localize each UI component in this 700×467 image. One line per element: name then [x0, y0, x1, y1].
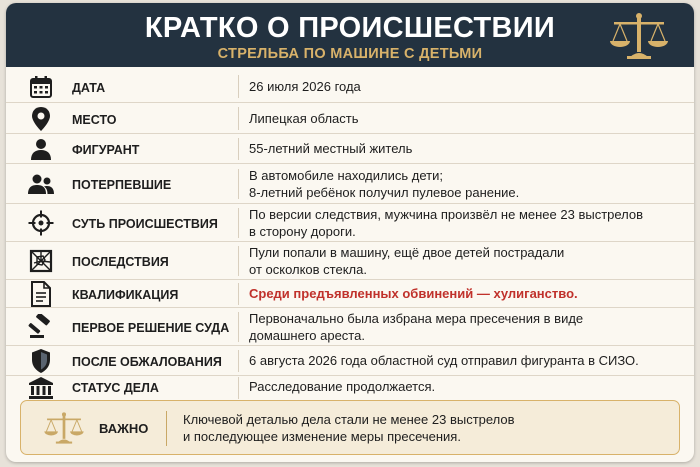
row-label: ПОСЛЕДСТВИЯ [72, 255, 169, 269]
row-divider [238, 350, 239, 372]
row-first-court-decision [6, 308, 694, 346]
row-value [249, 378, 679, 395]
row-place [6, 103, 694, 134]
row-divider [238, 312, 239, 342]
row-divider [238, 107, 239, 130]
row-value-highlight [249, 285, 679, 302]
row-label: ФИГУРАНТ [72, 143, 140, 157]
row-divider [238, 75, 239, 98]
row-value [249, 206, 679, 240]
gavel-icon [26, 312, 56, 342]
value-line: от осколков стекла. [249, 262, 367, 277]
important-line: и последующее изменение меры пресечения. [183, 429, 461, 444]
scales-icon [608, 11, 670, 61]
people-icon [26, 169, 56, 199]
row-value [249, 78, 679, 95]
value-line: 8-летний ребёнок получил пулевое ранение. [249, 185, 520, 200]
row-value [249, 110, 679, 127]
row-essence [6, 204, 694, 242]
value-line: в сторону дороги. [249, 224, 356, 239]
scales-icon [43, 409, 85, 447]
row-case-status [6, 376, 694, 400]
row-label: ДАТА [72, 81, 106, 95]
row-value [249, 140, 679, 157]
row-divider [238, 169, 239, 199]
row-suspect [6, 134, 694, 164]
important-callout [20, 400, 680, 455]
row-label: ПЕРВОЕ РЕШЕНИЕ СУДА [72, 321, 230, 335]
row-label: КВАЛИФИКАЦИЯ [72, 288, 179, 302]
important-label: ВАЖНО [99, 421, 149, 436]
document-icon [26, 279, 56, 309]
row-label: ПОСЛЕ ОБЖАЛОВАНИЯ [72, 355, 222, 369]
row-consequences [6, 242, 694, 280]
row-label: МЕСТО [72, 113, 117, 127]
important-divider [166, 411, 167, 446]
value-line: Среди предъявленных обвинений — хулиганство. [249, 286, 578, 301]
row-label: СТАТУС ДЕЛА [72, 381, 159, 395]
shield-icon [26, 346, 56, 376]
row-label: ПОТЕРПЕВШИЕ [72, 178, 172, 192]
value-line: домашнего ареста. [249, 328, 365, 343]
row-divider [238, 377, 239, 399]
row-victims [6, 164, 694, 204]
location-pin-icon [26, 104, 56, 134]
value-line: По версии следствия, мужчина произвёл не менее 23 выстрелов [249, 207, 644, 222]
value-line: 6 августа 2026 года областной суд отправил фигуранта в СИЗО. [249, 353, 639, 368]
page-subtitle: СТРЕЛЬБА ПО МАШИНЕ С ДЕТЬМИ [217, 46, 483, 62]
row-divider [238, 283, 239, 305]
row-value [249, 310, 679, 344]
page-title: КРАТКО О ПРОИСШЕСТВИИ [144, 12, 556, 44]
value-line: Пули попали в машину, ещё двое детей пострадали [249, 245, 565, 260]
header [6, 3, 694, 67]
row-divider [238, 138, 239, 160]
row-date [6, 70, 694, 103]
row-divider [238, 208, 239, 238]
row-value [249, 352, 679, 369]
value-line: Липецкая область [249, 111, 359, 126]
row-value [249, 244, 679, 278]
important-line: Ключевой деталью дела стали не менее 23 выстрелов [183, 412, 515, 427]
courthouse-icon [26, 373, 56, 403]
row-value [249, 167, 679, 201]
value-line: В автомобиле находились дети; [249, 168, 443, 183]
row-divider [238, 246, 239, 276]
value-line: 26 июля 2026 года [249, 79, 361, 94]
person-icon [26, 134, 56, 164]
broken-glass-icon [26, 246, 56, 276]
calendar-icon [26, 72, 56, 102]
row-qualification [6, 280, 694, 308]
crosshair-icon [26, 208, 56, 238]
row-after-appeal [6, 346, 694, 376]
info-card [6, 3, 694, 462]
value-line: Первоначально была избрана мера пресечения в виде [249, 311, 584, 326]
value-line: Расследование продолжается. [249, 379, 436, 394]
value-line: 55-летний местный житель [249, 141, 413, 156]
row-label: СУТЬ ПРОИСШЕСТВИЯ [72, 217, 218, 231]
important-text [183, 411, 515, 445]
